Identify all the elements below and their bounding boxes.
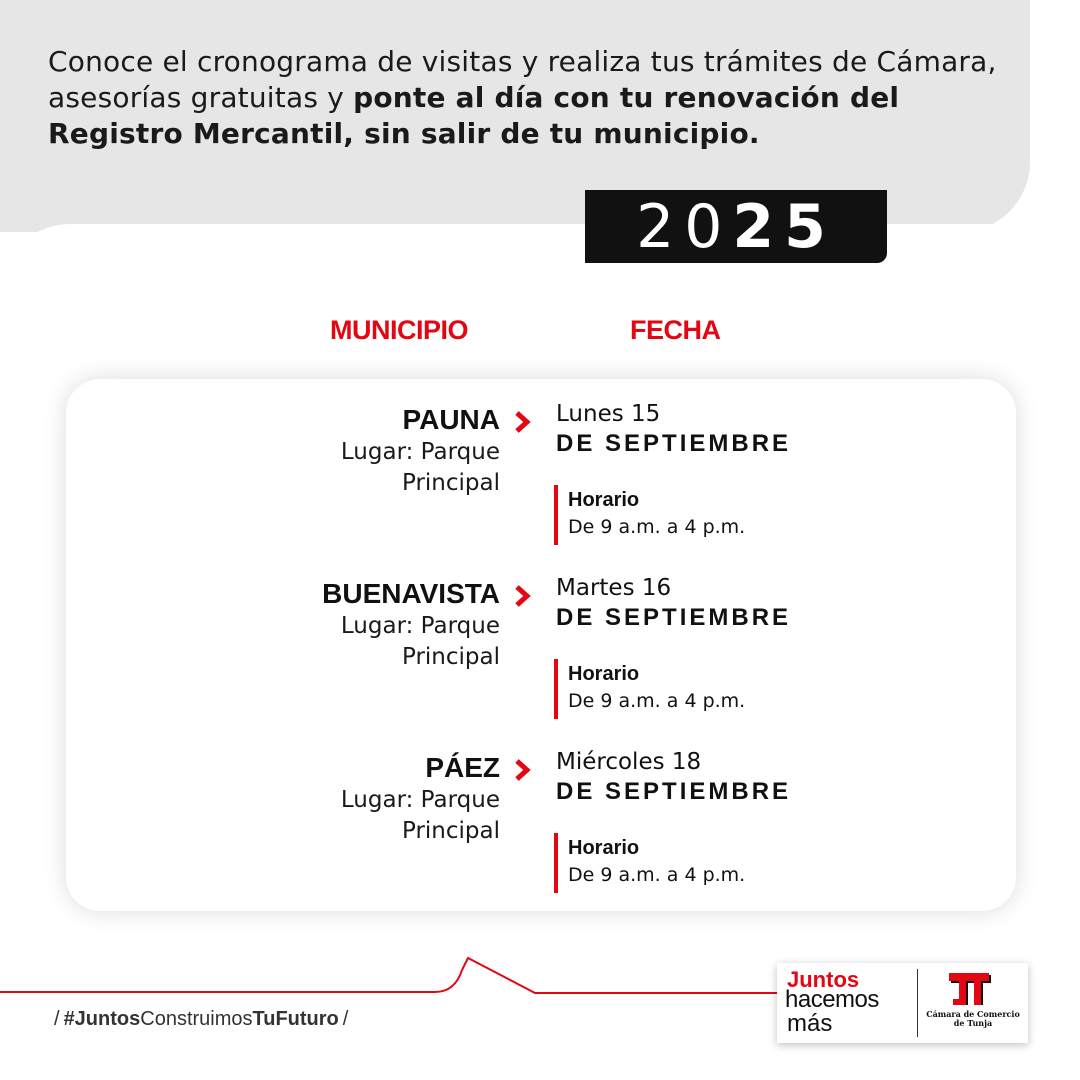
logo-juntos: Juntos bbox=[787, 967, 860, 992]
visit-row bbox=[66, 577, 1016, 747]
municipio-block bbox=[300, 577, 500, 673]
intro-regular: Conoce el cronograma de visitas y realiza tus trámites de Cámara, asesorías gratuitas y bbox=[48, 45, 997, 114]
schedule-label: Horario bbox=[568, 663, 640, 685]
intro-bold: ponte al día con tu renovación del Registro Mercantil, sin salir de tu municipio. bbox=[48, 81, 900, 150]
schedule-card bbox=[66, 379, 1016, 911]
municipio-place: Lugar: Parque Principal bbox=[340, 787, 500, 844]
date-block bbox=[556, 573, 791, 633]
schedule-label: Horario bbox=[568, 489, 640, 511]
municipio-place: Lugar: Parque Principal bbox=[340, 613, 500, 670]
schedule-block bbox=[554, 659, 745, 719]
hashtag-part2: Construimos bbox=[140, 1008, 253, 1030]
header-fecha: FECHA bbox=[630, 315, 721, 345]
date-day: Miércoles 18 bbox=[556, 749, 702, 775]
hashtag bbox=[50, 1008, 352, 1031]
logo-hacemos: hacemos bbox=[785, 986, 879, 1013]
year-bold: 25 bbox=[732, 191, 836, 262]
municipio-name: PAUNA bbox=[402, 404, 500, 435]
schedule-label: Horario bbox=[568, 837, 640, 859]
schedule-value: De 9 a.m. a 4 p.m. bbox=[568, 516, 746, 538]
chamber-emblem-icon bbox=[945, 969, 995, 1011]
visit-row bbox=[66, 403, 1016, 573]
date-month: DE SEPTIEMBRE bbox=[556, 604, 792, 631]
logo-mas: más bbox=[787, 1010, 833, 1037]
hashtag-part1: #Juntos bbox=[63, 1008, 141, 1030]
municipio-place: Lugar: Parque Principal bbox=[340, 439, 500, 496]
hashtag-part3: TuFuturo bbox=[252, 1008, 339, 1030]
year-badge bbox=[585, 190, 887, 263]
municipio-name: BUENAVISTA bbox=[322, 578, 500, 609]
hashtag-slash: / bbox=[54, 1008, 60, 1030]
intro-text bbox=[48, 44, 1008, 152]
brand-logo bbox=[777, 963, 1028, 1043]
chevron-right-icon bbox=[513, 410, 533, 434]
date-day: Martes 16 bbox=[556, 575, 672, 601]
date-block bbox=[556, 747, 791, 807]
logo-divider bbox=[917, 969, 918, 1037]
visit-row bbox=[66, 751, 1016, 921]
date-month: DE SEPTIEMBRE bbox=[556, 430, 792, 457]
date-day: Lunes 15 bbox=[556, 401, 661, 427]
schedule-block bbox=[554, 833, 745, 893]
hashtag-slash: / bbox=[342, 1008, 349, 1030]
municipio-block bbox=[300, 403, 500, 499]
municipio-name: PÁEZ bbox=[425, 752, 500, 783]
date-month: DE SEPTIEMBRE bbox=[556, 778, 792, 805]
schedule-value: De 9 a.m. a 4 p.m. bbox=[568, 690, 746, 712]
logo-chamber-name: Cámara de Comercio de Tunja bbox=[926, 1009, 1020, 1028]
schedule-block bbox=[554, 485, 745, 545]
schedule-value: De 9 a.m. a 4 p.m. bbox=[568, 864, 746, 886]
header-municipio: MUNICIPIO bbox=[330, 315, 469, 345]
municipio-block bbox=[300, 751, 500, 847]
year-light: 20 bbox=[636, 191, 733, 262]
chevron-right-icon bbox=[513, 758, 533, 782]
chevron-right-icon bbox=[513, 584, 533, 608]
date-block bbox=[556, 399, 791, 459]
